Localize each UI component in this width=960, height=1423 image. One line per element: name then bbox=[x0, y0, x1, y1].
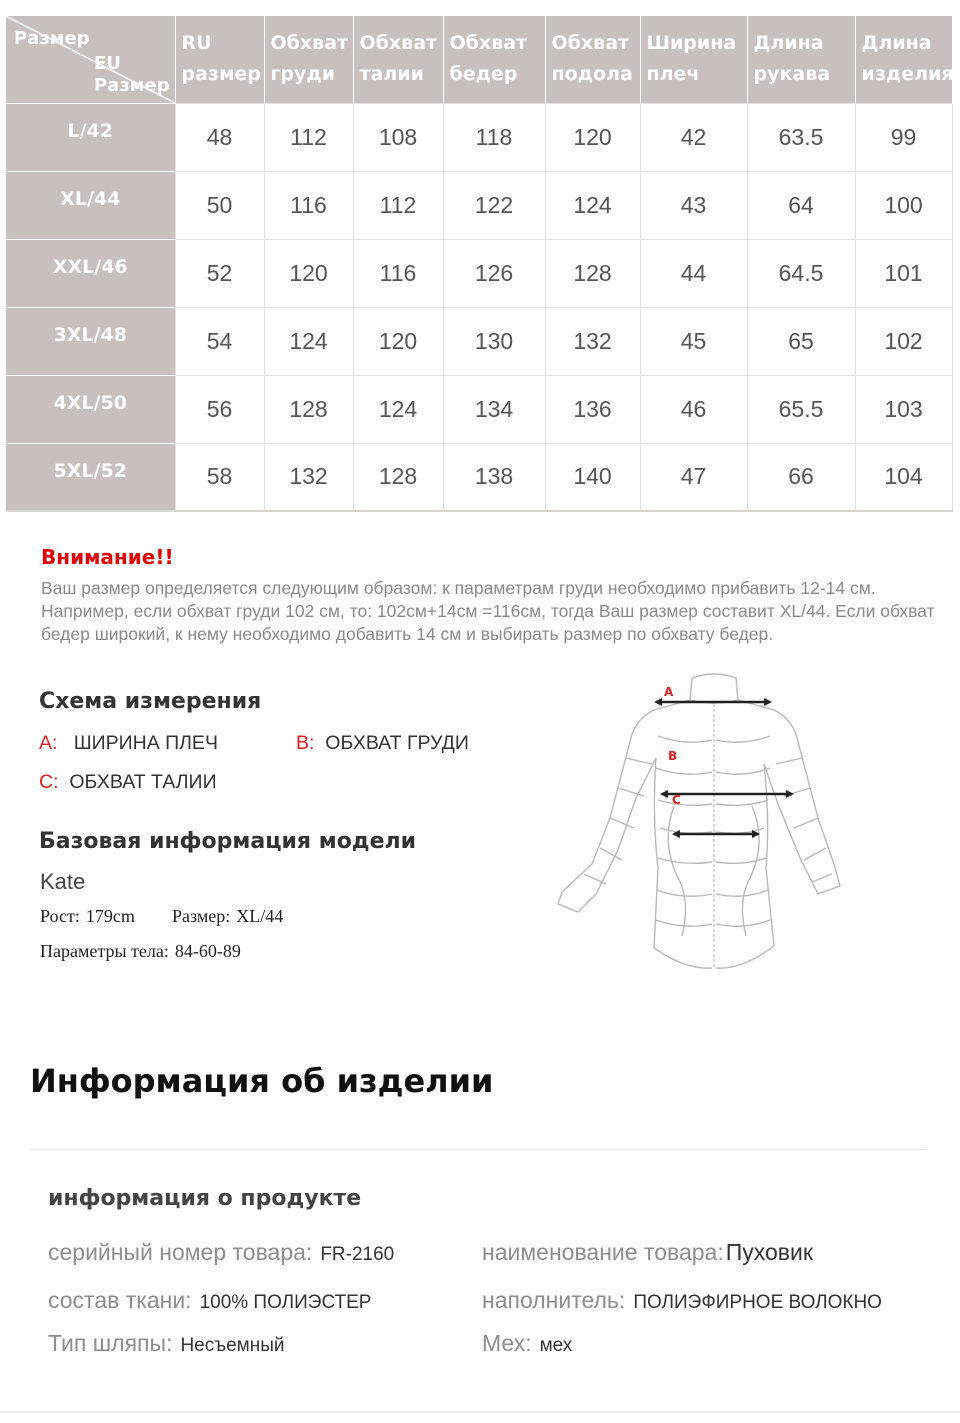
table-cell: 42 bbox=[640, 103, 747, 171]
fur-label: Мех: bbox=[482, 1330, 532, 1356]
table-cell: 138 bbox=[443, 443, 545, 511]
size-table bbox=[6, 16, 953, 512]
col-hem: Обхват подола bbox=[545, 16, 640, 103]
table-cell: 108 bbox=[353, 103, 443, 171]
fabric-value: 100% ПОЛИЭСТЕР bbox=[199, 1292, 372, 1313]
table-cell: 116 bbox=[353, 239, 443, 307]
model-height bbox=[40, 906, 135, 927]
table-cell: 104 bbox=[855, 443, 952, 511]
col-sleeve: Длина рукава bbox=[747, 16, 855, 103]
diagram-letter-b: B bbox=[668, 749, 678, 763]
table-cell: 118 bbox=[443, 103, 545, 171]
legend-a-label: ШИРИНА ПЛЕЧ bbox=[73, 732, 218, 754]
fabric bbox=[48, 1287, 371, 1314]
table-cell: 63.5 bbox=[747, 103, 855, 171]
header-eu-razmer-label: Размер bbox=[94, 75, 170, 96]
legend-a bbox=[39, 732, 218, 755]
table-row bbox=[6, 171, 952, 239]
table-cell: 58 bbox=[175, 443, 264, 511]
scheme-title: Схема измерения bbox=[39, 689, 262, 714]
table-cell: 48 bbox=[175, 103, 264, 171]
model-height-label: Рост: bbox=[40, 906, 80, 926]
serial-number-value: FR-2160 bbox=[320, 1244, 395, 1265]
table-cell: 65 bbox=[747, 307, 855, 375]
legend-b-letter: B: bbox=[296, 732, 315, 754]
table-cell: 45 bbox=[640, 307, 747, 375]
model-info-title: Базовая информация модели bbox=[39, 829, 417, 854]
table-cell: 52 bbox=[175, 239, 264, 307]
legend-a-letter: A: bbox=[39, 732, 58, 754]
filler bbox=[482, 1287, 882, 1314]
serial-number bbox=[48, 1239, 394, 1266]
table-cell: 130 bbox=[443, 307, 545, 375]
hood-type bbox=[48, 1330, 285, 1357]
fur-value: мех bbox=[539, 1335, 573, 1356]
model-height-value: 179cm bbox=[85, 906, 135, 926]
table-cell: 140 bbox=[545, 443, 640, 511]
product-info-subtitle: информация о продукте bbox=[48, 1186, 362, 1211]
product-info-title: Информация об изделии bbox=[30, 1062, 494, 1100]
table-cell: 50 bbox=[175, 171, 264, 239]
size-header-corner bbox=[6, 16, 175, 103]
filler-label: наполнитель: bbox=[482, 1287, 626, 1313]
table-cell: 132 bbox=[545, 307, 640, 375]
table-cell: 100 bbox=[855, 171, 952, 239]
table-cell: 112 bbox=[353, 171, 443, 239]
row-size-label: XXL/46 bbox=[6, 239, 175, 307]
table-row bbox=[6, 307, 952, 375]
col-hips: Обхват бедер bbox=[443, 16, 545, 103]
table-row bbox=[6, 103, 952, 171]
table-cell: 124 bbox=[264, 307, 353, 375]
col-ru-size: RU размер bbox=[175, 16, 264, 103]
table-row bbox=[6, 443, 952, 511]
model-size bbox=[172, 906, 283, 927]
diagram-letter-a: A bbox=[664, 685, 674, 699]
table-cell: 126 bbox=[443, 239, 545, 307]
table-cell: 124 bbox=[353, 375, 443, 443]
col-shoulder: Ширина плеч bbox=[640, 16, 747, 103]
bottom-divider bbox=[0, 1411, 960, 1413]
table-cell: 120 bbox=[545, 103, 640, 171]
fur bbox=[482, 1330, 572, 1357]
attention-text: Ваш размер определяется следующим образом: к параметрам груди необходимо прибавить 12-14 см. Например, если обхват груди 102 см, то: 102см+14см =116см, тогда Ваш размер составит XL/44. Если обхват бедер широкий, к нему необходимо добавить 14 см и выбирать размер по обхвату бедер. bbox=[41, 578, 935, 644]
fabric-label: состав ткани: bbox=[48, 1287, 192, 1313]
model-name: Kate bbox=[40, 869, 86, 894]
table-cell: 44 bbox=[640, 239, 747, 307]
table-cell: 56 bbox=[175, 375, 264, 443]
table-cell: 102 bbox=[855, 307, 952, 375]
coat-measurement-diagram bbox=[556, 668, 846, 978]
row-size-label: L/42 bbox=[6, 103, 175, 171]
filler-value: ПОЛИЭФИРНОЕ ВОЛОКНО bbox=[633, 1292, 882, 1313]
table-cell: 132 bbox=[264, 443, 353, 511]
table-cell: 134 bbox=[443, 375, 545, 443]
table-cell: 103 bbox=[855, 375, 952, 443]
model-params bbox=[40, 941, 241, 962]
col-waist: Обхват талии bbox=[353, 16, 443, 103]
table-cell: 128 bbox=[353, 443, 443, 511]
table-cell: 43 bbox=[640, 171, 747, 239]
diagram-letter-c: C bbox=[672, 793, 681, 807]
table-cell: 136 bbox=[545, 375, 640, 443]
legend-c-letter: C: bbox=[39, 771, 59, 793]
table-cell: 99 bbox=[855, 103, 952, 171]
product-name-label: наименование товара: bbox=[482, 1239, 724, 1265]
header-size-label: Размер bbox=[14, 28, 90, 49]
header-eu-label: EU bbox=[94, 53, 121, 74]
table-cell: 120 bbox=[264, 239, 353, 307]
table-row bbox=[6, 239, 952, 307]
model-params-value: 84-60-89 bbox=[174, 941, 241, 961]
table-cell: 124 bbox=[545, 171, 640, 239]
hood-type-value: Несъемный bbox=[180, 1335, 285, 1356]
row-size-label: XL/44 bbox=[6, 171, 175, 239]
table-cell: 128 bbox=[545, 239, 640, 307]
size-table-header bbox=[6, 16, 952, 103]
divider bbox=[30, 1149, 926, 1150]
model-size-label: Размер: bbox=[172, 906, 231, 926]
table-cell: 66 bbox=[747, 443, 855, 511]
product-name bbox=[482, 1239, 813, 1266]
table-cell: 64.5 bbox=[747, 239, 855, 307]
table-cell: 65.5 bbox=[747, 375, 855, 443]
hood-type-label: Тип шляпы: bbox=[48, 1330, 173, 1356]
attention-title: Внимание!! bbox=[41, 545, 174, 569]
table-cell: 116 bbox=[264, 171, 353, 239]
col-chest: Обхват груди bbox=[264, 16, 353, 103]
table-cell: 128 bbox=[264, 375, 353, 443]
table-cell: 46 bbox=[640, 375, 747, 443]
legend-b-label: ОБХВАТ ГРУДИ bbox=[325, 732, 469, 754]
table-cell: 64 bbox=[747, 171, 855, 239]
table-cell: 120 bbox=[353, 307, 443, 375]
row-size-label: 3XL/48 bbox=[6, 307, 175, 375]
legend-b bbox=[296, 732, 469, 755]
table-row bbox=[6, 375, 952, 443]
legend-c-label: ОБХВАТ ТАЛИИ bbox=[69, 771, 217, 793]
row-size-label: 5XL/52 bbox=[6, 443, 175, 511]
product-name-value: Пуховик bbox=[725, 1239, 813, 1265]
table-cell: 47 bbox=[640, 443, 747, 511]
table-cell: 54 bbox=[175, 307, 264, 375]
serial-number-label: серийный номер товара: bbox=[48, 1239, 313, 1265]
model-size-value: XL/44 bbox=[236, 906, 284, 926]
table-cell: 112 bbox=[264, 103, 353, 171]
table-cell: 101 bbox=[855, 239, 952, 307]
table-cell: 122 bbox=[443, 171, 545, 239]
col-length: Длина изделия bbox=[855, 16, 952, 103]
model-params-label: Параметры тела: bbox=[40, 941, 169, 961]
legend-c bbox=[39, 771, 217, 794]
row-size-label: 4XL/50 bbox=[6, 375, 175, 443]
